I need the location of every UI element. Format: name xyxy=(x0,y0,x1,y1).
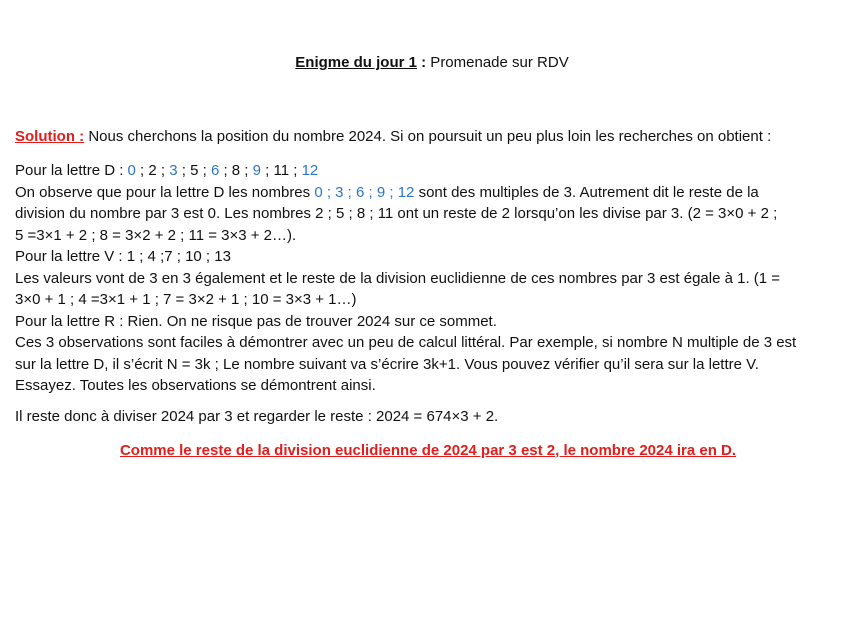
proof-line-2: sur la lettre D, il s’écrit N = 3k ; Le nombre suivant va s’écrire 3k+1. Vous pouvez vérifier qu’il sera sur la lettre V. xyxy=(15,355,759,373)
explanation-block xyxy=(15,160,845,397)
d-value-3: 3 xyxy=(169,162,178,179)
letter-d-line xyxy=(15,160,845,182)
page-title xyxy=(0,53,850,73)
d-value-9: 9 xyxy=(252,162,261,179)
letter-r-line: Pour la lettre R : Rien. On ne risque pas de trouver 2024 sur ce sommet. xyxy=(15,312,497,330)
d-sep-1: ; 2 ; xyxy=(135,162,170,179)
letter-d-prefix: Pour la lettre D : xyxy=(15,162,128,179)
title-bold: Enigme du jour 1 xyxy=(295,54,417,71)
obs-d-line-1 xyxy=(15,182,845,204)
solution-line xyxy=(15,126,845,148)
d-sep-2: ; 5 ; xyxy=(177,162,211,179)
obs-v-line-2: 3×0 + 1 ; 4 =3×1 + 1 ; 7 = 3×2 + 1 ; 10 = 3×3 + 1…) xyxy=(15,291,357,308)
solution-paragraph xyxy=(15,126,845,148)
d-value-12: 12 xyxy=(301,162,319,179)
solution-intro: Nous cherchons la position du nombre 2024. Si on poursuit un peu plus loin les recherches on obtient : xyxy=(84,128,772,145)
obs-d-line-3: 5 =3×1 + 2 ; 8 = 3×2 + 2 ; 11 = 3×3 + 2…). xyxy=(15,226,297,244)
title-colon: : xyxy=(416,54,427,71)
d-value-0: 0 xyxy=(127,162,136,179)
d-sep-4: ; 11 ; xyxy=(261,162,302,179)
conclusion: Comme le reste de la division euclidienne de 2024 par 3 est 2, le nombre 2024 ira en D. xyxy=(119,442,737,459)
d-sep-3: ; 8 ; xyxy=(219,162,253,179)
d-value-6: 6 xyxy=(210,162,220,179)
obs-d-line-2: division du nombre par 3 est 0. Les nombres 2 ; 5 ; 8 ; 11 ont un reste de 2 lorsqu’on les divise par 3. (2 = 3×0 + 2 ; xyxy=(15,205,778,222)
obs-d-multiples: 0 ; 3 ; 6 ; 9 ; 12 xyxy=(314,183,415,201)
proof-line-3: Essayez. Toutes les observations se démontrent ainsi. xyxy=(15,377,376,394)
obs-d-text-b: sont des multiples de 3. Autrement dit le reste de la xyxy=(414,183,759,201)
remainder-paragraph xyxy=(15,406,845,428)
solution-label: Solution : xyxy=(15,128,85,145)
obs-v-line-1: Les valeurs vont de 3 en 3 également et le reste de la division euclidienne de ces nombres par 3 est égale à 1. (1 = xyxy=(15,269,781,287)
proof-line-1: Ces 3 observations sont faciles à démontrer avec un peu de calcul littéral. Par exemple, si nombre N multiple de 3 est xyxy=(15,334,797,351)
obs-d-text-a: On observe que pour la lettre D les nombres xyxy=(15,183,315,201)
title-rest: Promenade sur RDV xyxy=(426,54,569,71)
letter-v-line: Pour la lettre V : 1 ; 4 ;7 ; 10 ; 13 xyxy=(15,248,231,265)
remainder-line: Il reste donc à diviser 2024 par 3 et regarder le reste : 2024 = 674×3 + 2. xyxy=(15,408,499,425)
